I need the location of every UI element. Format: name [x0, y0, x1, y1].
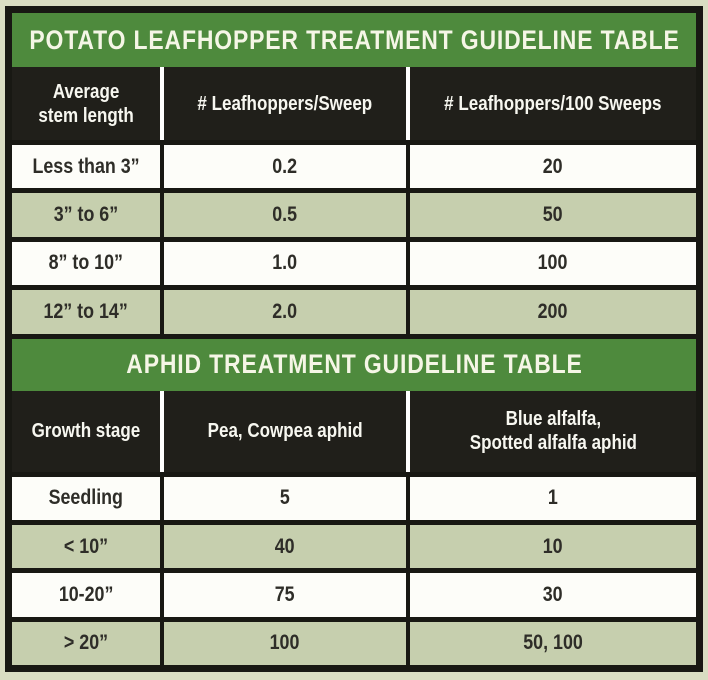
table-row: [12, 568, 696, 616]
value-cell: [164, 290, 410, 333]
row-label: > 20”: [63, 631, 109, 655]
value: 1.0: [272, 251, 298, 275]
row-label-cell: [12, 290, 164, 333]
header-label: [208, 419, 363, 443]
row-label-cell: [12, 193, 164, 236]
value-cell: [164, 145, 410, 188]
value-cell: [410, 573, 696, 616]
header-line: stem length: [38, 104, 134, 127]
value-cell: [164, 525, 410, 568]
row-label: < 10”: [63, 534, 109, 558]
value: 100: [270, 631, 300, 655]
value: 0.5: [272, 203, 298, 227]
value-cell: [410, 193, 696, 236]
value-cell: [410, 622, 696, 665]
aphid-table-title-banner: [12, 334, 696, 391]
value-cell: [164, 622, 410, 665]
value: 0.2: [272, 154, 298, 178]
row-label: Seedling: [48, 486, 124, 510]
value: 50, 100: [523, 631, 583, 655]
header-line: Growth stage: [31, 420, 141, 442]
value: 50: [543, 203, 563, 227]
table-row: [12, 237, 696, 285]
leafhopper-header-per-100-sweeps: [410, 67, 696, 140]
aphid-header-blue-spotted: [410, 391, 696, 472]
value-cell: [164, 477, 410, 520]
value: 200: [538, 299, 568, 323]
table-row: [12, 472, 696, 520]
value-cell: [410, 477, 696, 520]
value: 40: [275, 534, 295, 558]
tables-container: [12, 13, 696, 665]
header-label: [469, 407, 636, 455]
value: 10: [543, 534, 563, 558]
value: 5: [280, 486, 290, 510]
aphid-header-row: [12, 391, 696, 472]
header-label: [32, 419, 141, 443]
header-label: [198, 92, 373, 116]
value: 75: [275, 582, 295, 606]
header-line: # Leafhoppers/Sweep: [197, 92, 373, 115]
value-cell: [164, 573, 410, 616]
row-label-cell: [12, 622, 164, 665]
value: 1: [548, 486, 558, 510]
value-cell: [410, 290, 696, 333]
row-label-cell: [12, 573, 164, 616]
value-cell: [164, 193, 410, 236]
aphid-header-growth-stage: [12, 391, 164, 472]
row-label-cell: [12, 145, 164, 188]
row-label: Less than 3”: [32, 154, 140, 178]
table-row: [12, 140, 696, 188]
table-row: [12, 520, 696, 568]
aphid-header-pea-cowpea: [164, 391, 410, 472]
value: 20: [543, 154, 563, 178]
value-cell: [410, 525, 696, 568]
row-label-cell: [12, 477, 164, 520]
header-label: [444, 92, 661, 116]
row-label: 3” to 6”: [53, 203, 119, 227]
value-cell: [164, 242, 410, 285]
leafhopper-header-per-sweep: [164, 67, 410, 140]
header-label: [38, 80, 133, 128]
table-row: [12, 617, 696, 665]
value-cell: [410, 145, 696, 188]
value: 30: [543, 582, 563, 606]
aphid-table-title: APHID TREATMENT GUIDELINE TABLE: [125, 349, 583, 379]
header-line: Average: [52, 80, 120, 103]
row-label: 8” to 10”: [48, 251, 124, 275]
row-label: 12” to 14”: [43, 299, 129, 323]
header-line: Spotted alfalfa aphid: [469, 432, 637, 454]
leafhopper-table-title-banner: [12, 13, 696, 67]
leafhopper-header-stem-length: [12, 67, 164, 140]
leafhopper-header-row: [12, 67, 696, 140]
header-line: # Leafhoppers/100 Sweeps: [444, 92, 662, 115]
leafhopper-table-title: POTATO LEAFHOPPER TREATMENT GUIDELINE TABLE: [28, 24, 680, 55]
table-row: [12, 188, 696, 236]
table-frame: [5, 6, 703, 672]
row-label: 10-20”: [58, 582, 114, 606]
table-row: [12, 285, 696, 333]
row-label-cell: [12, 525, 164, 568]
value: 2.0: [272, 299, 298, 323]
value-cell: [410, 242, 696, 285]
header-line: Pea, Cowpea aphid: [207, 420, 363, 442]
row-label-cell: [12, 242, 164, 285]
header-line: Blue alfalfa,: [505, 408, 601, 430]
value: 100: [538, 251, 568, 275]
